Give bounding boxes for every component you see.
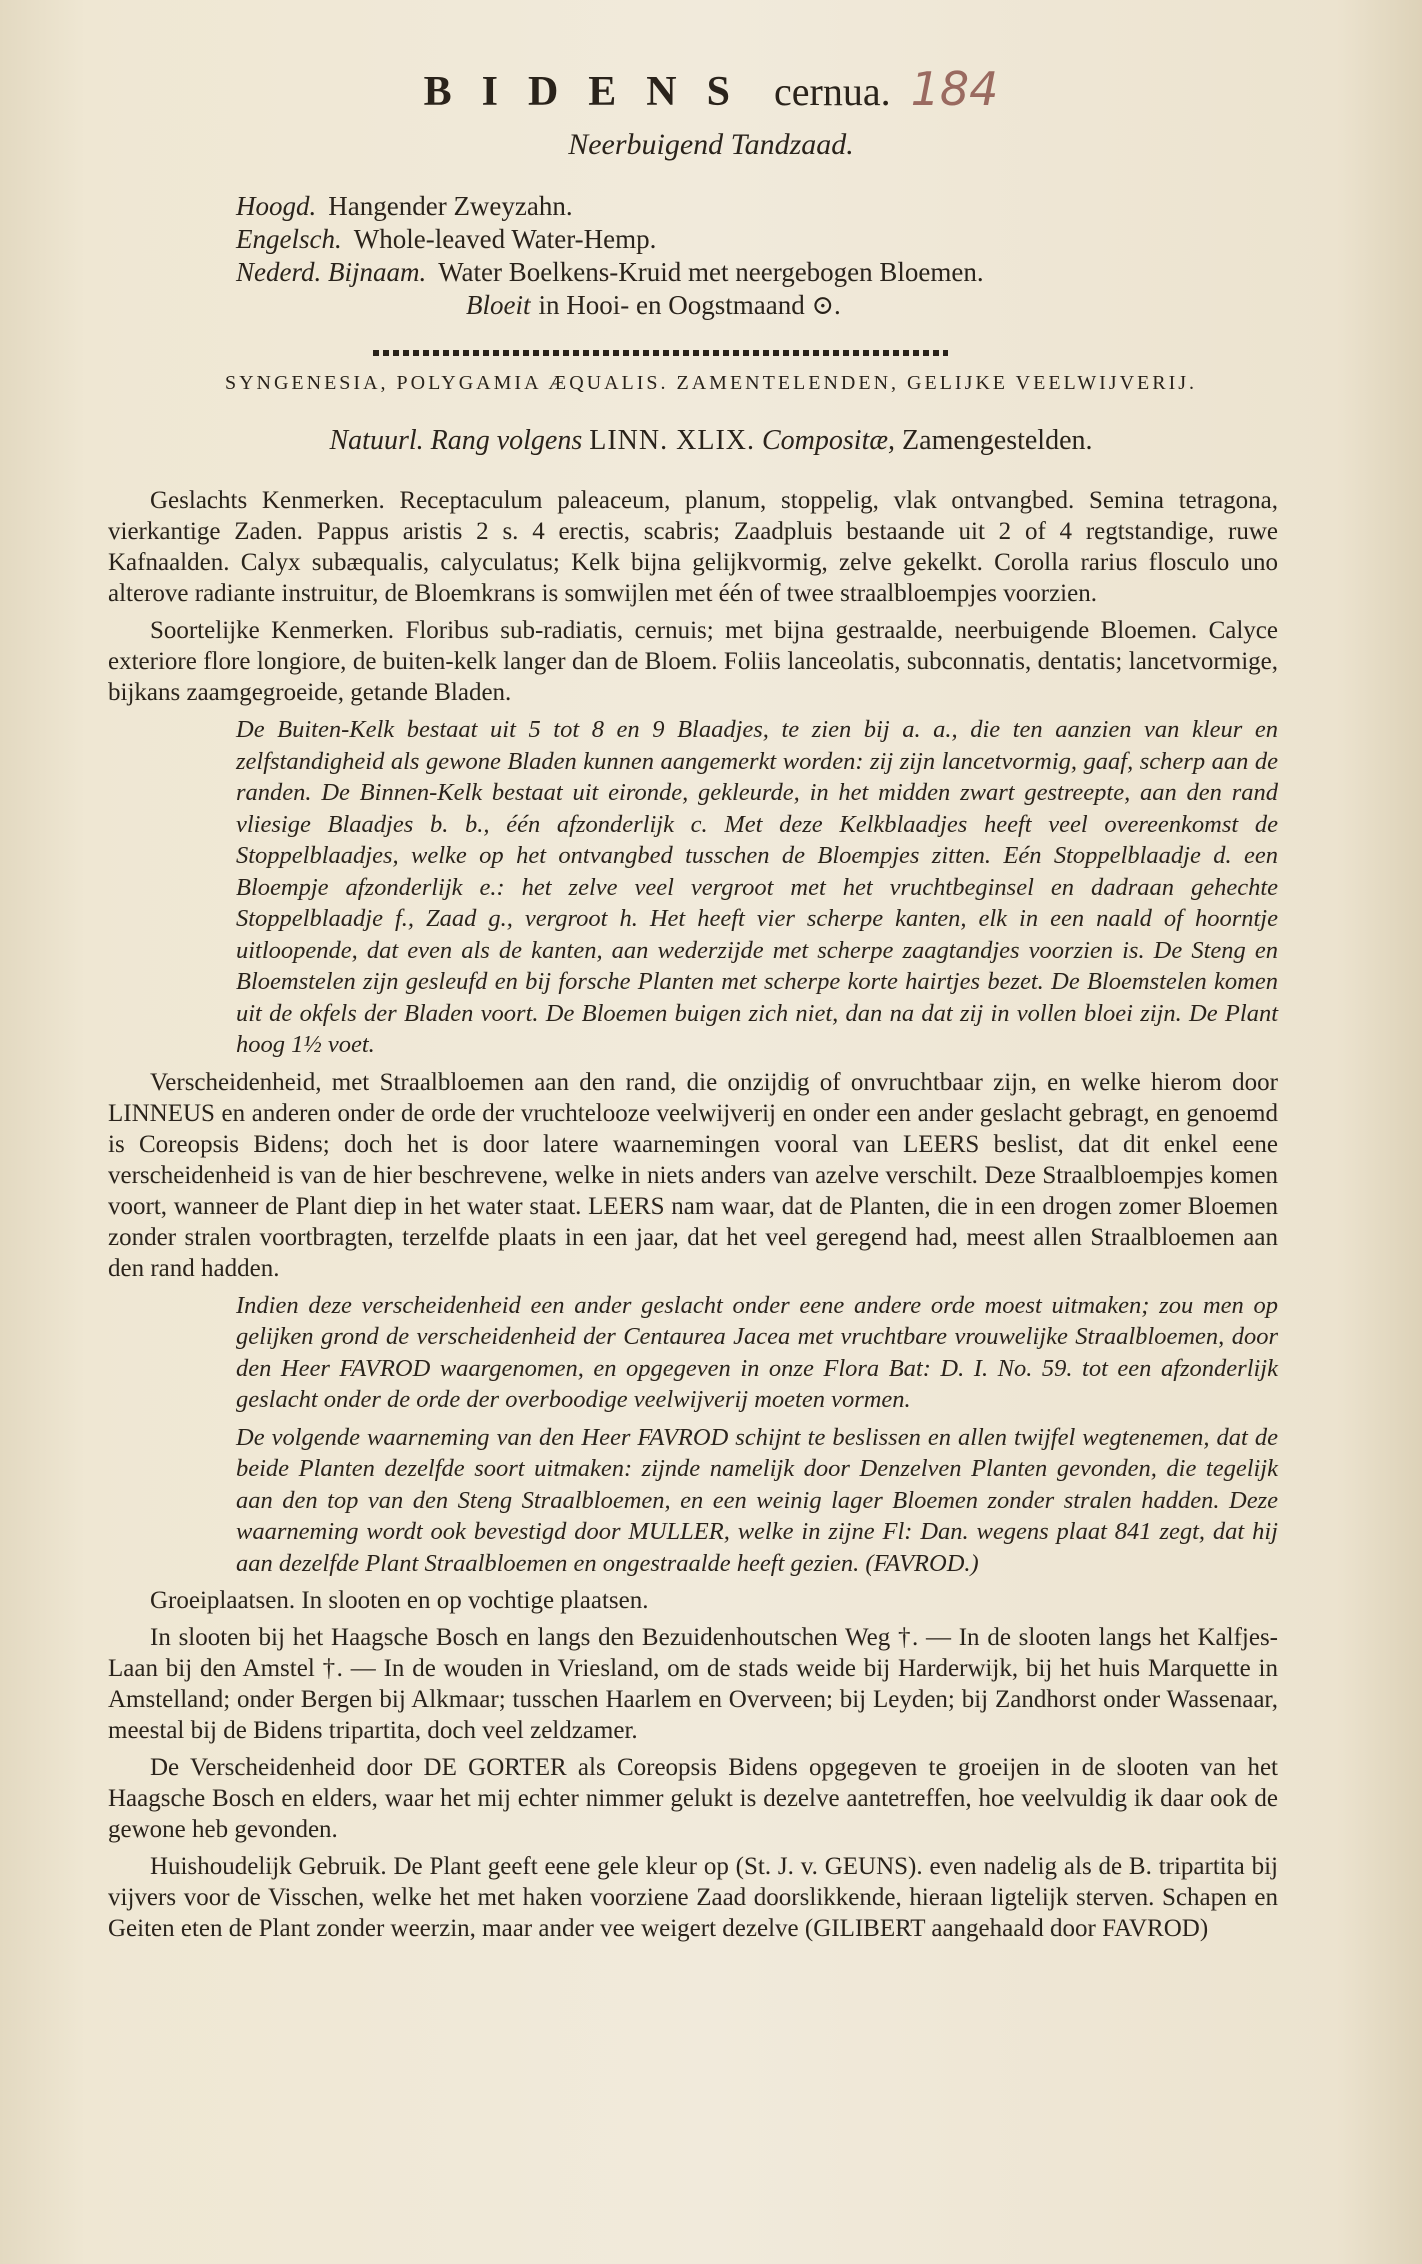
paragraph-localities: In slooten bij het Haagsche Bosch en langs den Bezuidenhoutschen Weg †. — In de slooten langs het Kalfjes-Laan bij den Amstel †. — In de wouden in Vriesland, om de stads weide bij Harderwijk, bij het huis Marquette in Amstelland; onder Bergen bij Alkmaar; tusschen Haarlem en Overveen; bij Leyden; bij Zandhorst onder Wassenaar, meestal bij de Bidens tripartita, doch veel zeldzamer. [108,1624,1278,1744]
classification-line: SYNGENESIA, POLYGAMIA ÆQUALIS. ZAMENTELENDEN, GELIJKE VEELWIJVERIJ. [224,372,1198,394]
handwritten-number: 184 [910,62,999,116]
natural-order-author: LINN. XLIX. [589,425,755,456]
bloom-row [466,289,984,322]
name-label: Nederd. Bijnaam. [236,257,427,287]
paragraph-household-use: Huishoudelijk Gebruik. De Plant geeft eene gele kleur op (St. J. v. GEUNS). even nadelig als de B. tripartita bij vijvers voor de Visschen, welke het met haken voorziene Zaad doorslikkende, hieraan ligtelijk sterven. Schapen en Geiten eten de Plant zonder weerzin, maar ander vee weigert dezelve (GILIBERT aangehaald door FAVROD) [108,1853,1278,1942]
natural-order-label: Natuurl. Rang volgens [329,425,583,456]
paragraph-description: De Buiten-Kelk bestaat uit 5 tot 8 en 9 Blaadjes, te zien bij a. a., die ten aanzien van kleur en zelfstandigheid als gewone Bladen kunnen aangemerkt worden: zij zijn lancetvormig, gaaf, scherp aan de randen. De Binnen-Kelk bestaat uit eironde, gekleurde, in het midden zwart gestreepte, aan den rand vliesige Blaadjes b. b., één afzonderlijk c. Met deze Kelkblaadjes heeft veel overeenkomst de Stoppelblaadjes, welke op het ontvangbed tusschen de Bloempjes zitten. Eén Stoppelblaadje d. een Bloempje afzonderlijk e.: het zelve veel vergroot met het vruchtbeginsel en dadraan gehechte Stoppelblaadje f., Zaad g., vergroot h. Het heeft vier scherpe kanten, elk in een naald of hoorntje uitloopende, dat even als de kanten, aan wederzijde met scherpe zaagtandjes voorzien is. De Steng en Bloemstelen zijn gesleufd en bij forsche Planten met scherpe korte hairtjes bezet. De Bloemstelen komen uit de okfels der Bladen voort. De Bloemen buigen zich niet, dan na dat zij in vollen bloei zijn. De Plant hoog 1½ voet. [236,716,1278,1058]
bloom-label: Bloeit [466,290,531,320]
paragraph-favrod-observation: De volgende waarneming van den Heer FAVROD schijnt te beslissen en allen twijfel wegtenemen, dat de beide Planten dezelfde soort uitmaken: zijnde namelijk door Denzelven Planten gevonden, die tegelijk aan den top van den Steng Straalbloemen, en een weinig lager Bloemen zonder stralen hadden. Deze waarneming wordt ook bevestigd door MULLER, welke in zijne Fl: Dan. wegens plaat 841 zegt, dat hij aan dezelfde Plant Straalbloemen en ongestraalde heeft gezien. (FAVROD.) [236,1423,1278,1577]
paragraph-habitats-heading: Groeiplaatsen. In slooten en op vochtige plaatsen. [150,1587,649,1614]
ornamental-rule [373,350,948,356]
natural-order-line [0,425,1422,457]
paragraph-genus-characters: Geslachts Kenmerken. Receptaculum paleaceum, planum, stoppelig, vlak ontvangbed. Semina tetragona, vierkantige Zaden. Pappus aristis 2 s. 4 erectis, scabris; Zaadpluis bestaande uit 2 of 4 regtstandige, ruwe Kafnaalden. Calyx subæqualis, calyculatus; Kelk bijna gelijkvormig, zelve gekelkt. Corolla rarius flosculo uno alterove radiante instruitur, de Bloemkrans is somwijlen met één of twee straalbloempjes voorzien. [108,487,1278,607]
name-label: Engelsch. [236,224,342,254]
name-row [236,223,984,256]
name-value: Hangender Zweyzahn. [328,191,573,221]
paragraph-variety-note: Indien deze verscheidenheid een ander geslacht onder eene andere orde moest uitmaken; zou men op gelijken grond de verscheidenheid der Centaurea Jacea met vruchtbare vrouwelijke Straalbloemen, door den Heer FAVROD waargenomen, en opgegeven in onze Flora Bat: D. I. No. 59. tot een afzonderlijk geslacht onder de orde der overboodige veelwijverij moeten vormen. [236,1291,1278,1413]
natural-order-dutch: Zamengestelden. [902,425,1093,456]
page-header [0,62,1422,116]
paragraph-variety: Verscheidenheid, met Straalbloemen aan den rand, die onzijdig of onvruchtbaar zijn, en welke hierom door LINNEUS en anderen onder de orde der vruchtelooze veelwijverij en onder een ander geslacht gebragt, en genoemd is Coreopsis Bidens; doch het is door latere waarnemingen vooral van LEERS beslist, dat dit enkel eene verscheidenheid is van de hier beschrevene, welke in niets anders van azelve verschilt. Deze Straalbloempjes komen voort, wanneer de Plant diep in het water staat. LEERS nam waar, dat de Planten, die in een drogen zomer Bloemen zonder stralen voortbragten, terzelfde plaats in een jaar, dat het veel geregend had, meest allen Straalbloemen aan den rand hadden. [108,1068,1278,1282]
dutch-name: Neerbuigend Tandzaad. [568,128,854,161]
name-row [236,190,984,223]
paragraph-species-characters: Soortelijke Kenmerken. Floribus sub-radiatis, cernuis; met bijna gestraalde, neerbuigende Bloemen. Calyce exteriore flore longiore, de buiten-kelk langer dan de Bloem. Foliis lanceolatis, subconnatis, dentatis; lancetvormige, bijkans zaamgegroeide, getande Bladen. [108,617,1278,706]
description-body [108,485,1278,1950]
name-row [236,256,984,289]
bloom-value: in Hooi- en Oogstmaand ⊙. [538,290,841,320]
name-value: Water Boelkens-Kruid met neergebogen Bloemen. [438,257,984,287]
paragraph-variety-locality: De Verscheidenheid door DE GORTER als Coreopsis Bidens opgegeven te groeijen in de slooten van het Haagsche Bosch en elders, waar het mij echter nimmer gelukt is dezelve aantetreffen, hoe veelvuldig ik daar ook de gewone heb gevonden. [108,1754,1278,1843]
name-label: Hoogd. [236,191,317,221]
name-value: Whole-leaved Water-Hemp. [353,224,657,254]
species-epithet: cernua. [774,69,891,114]
genus-title: BIDENS [423,69,760,115]
vernacular-names [236,190,984,322]
natural-order-latin: Compositæ, [762,425,896,456]
